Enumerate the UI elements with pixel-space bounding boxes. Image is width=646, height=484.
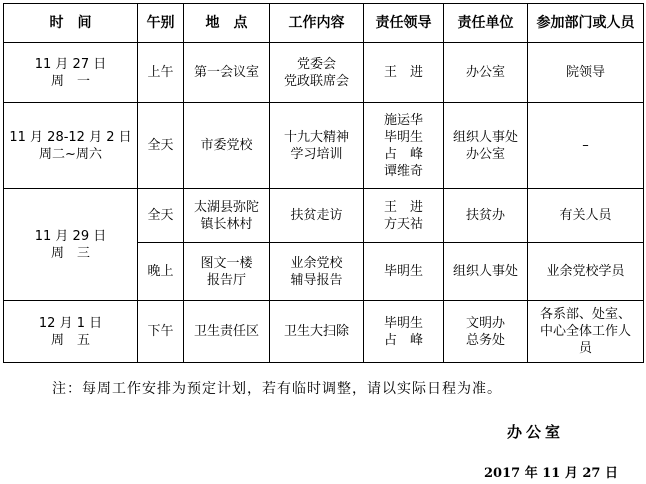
participants-line: 业余党校学员 — [546, 264, 625, 279]
leader-line: 谭维奇 — [383, 163, 423, 179]
time-date: 11 月 28-12 月 2 日 — [9, 129, 132, 145]
content-cell — [270, 43, 364, 103]
time-weekday: 周 一 — [50, 73, 90, 89]
unit-line: 办公室 — [465, 146, 505, 162]
place-cell — [184, 43, 270, 103]
table-row — [4, 301, 644, 363]
unit-cell — [444, 43, 528, 103]
content-line: 党政联席会 — [283, 73, 349, 89]
unit-cell — [444, 103, 528, 189]
place-cell — [184, 103, 270, 189]
content-line: 十九大精神 — [283, 129, 349, 145]
time-date: 11 月 27 日 — [34, 56, 107, 72]
period-cell: 上午 — [138, 43, 184, 103]
content-line: 党委会 — [296, 56, 336, 72]
unit-line: 办公室 — [465, 65, 505, 80]
leader-line: 毕明生 — [383, 129, 423, 145]
header-unit: 责任单位 — [444, 4, 528, 43]
unit-line: 组织人事处 — [452, 129, 518, 145]
place-cell — [184, 189, 270, 243]
leader-line: 方天祜 — [383, 216, 423, 232]
participants-line: 有关人员 — [559, 208, 612, 223]
leader-cell — [364, 243, 444, 301]
leader-line: 占 峰 — [383, 332, 423, 348]
place-line: 镇长林村 — [200, 216, 253, 232]
unit-cell — [444, 189, 528, 243]
unit-cell — [444, 243, 528, 301]
header-content: 工作内容 — [270, 4, 364, 43]
leader-line: 王 进 — [383, 199, 423, 215]
content-line: 业余党校 — [290, 255, 343, 271]
place-line: 报告厅 — [206, 272, 246, 288]
time-weekday: 周二~周六 — [39, 146, 102, 162]
leader-cell — [364, 43, 444, 103]
time-cell — [4, 43, 138, 103]
header-time: 时 间 — [4, 4, 138, 43]
leader-line: 占 峰 — [383, 146, 423, 162]
participants-cell — [528, 301, 644, 363]
time-cell — [4, 189, 138, 301]
place-line: 太湖县弥陀 — [193, 199, 259, 215]
content-cell — [270, 301, 364, 363]
time-weekday: 周 三 — [50, 245, 90, 261]
place-cell — [184, 301, 270, 363]
unit-cell — [444, 301, 528, 363]
content-cell — [270, 243, 364, 301]
unit-line: 组织人事处 — [452, 264, 518, 279]
leader-line: 施运华 — [383, 112, 423, 128]
leader-cell — [364, 301, 444, 363]
leader-line: 毕明生 — [383, 315, 423, 331]
participants-line: – — [582, 138, 589, 153]
period-cell: 晚上 — [138, 243, 184, 301]
time-date: 12 月 1 日 — [38, 315, 103, 331]
place-line: 第一会议室 — [193, 65, 259, 80]
participants-line: 员 — [578, 341, 592, 356]
content-cell — [270, 189, 364, 243]
table-row — [4, 103, 644, 189]
unit-line: 扶贫办 — [465, 208, 505, 223]
issuing-office: 办公室 — [507, 423, 565, 441]
weekly-schedule-table — [3, 3, 644, 363]
place-line: 图文一楼 — [200, 255, 253, 271]
period-cell: 全天 — [138, 103, 184, 189]
leader-line: 王 进 — [383, 65, 423, 80]
place-cell — [184, 243, 270, 301]
content-line: 学习培训 — [290, 146, 343, 162]
time-weekday: 周 五 — [50, 332, 90, 348]
period-cell: 全天 — [138, 189, 184, 243]
leader-line: 毕明生 — [383, 264, 423, 279]
unit-line: 文明办 — [465, 315, 505, 331]
header-participants: 参加部门或人员 — [528, 4, 644, 43]
table-row — [4, 43, 644, 103]
header-leader: 责任领导 — [364, 4, 444, 43]
time-cell — [4, 301, 138, 363]
participants-cell — [528, 189, 644, 243]
schedule-note: 注：每周工作安排为预定计划，若有临时调整，请以实际日程为准。 — [52, 381, 502, 397]
place-line: 卫生责任区 — [193, 324, 259, 339]
participants-line: 院领导 — [565, 65, 605, 80]
table-row — [4, 189, 644, 243]
leader-cell — [364, 103, 444, 189]
content-line: 扶贫走访 — [290, 208, 343, 223]
header-row — [4, 4, 644, 43]
participants-line: 中心全体工作人 — [539, 324, 631, 339]
header-period: 午别 — [138, 4, 184, 43]
time-cell — [4, 103, 138, 189]
content-line: 辅导报告 — [290, 272, 343, 288]
content-cell — [270, 103, 364, 189]
time-date: 11 月 29 日 — [34, 228, 107, 244]
unit-line: 总务处 — [465, 332, 505, 348]
header-place: 地 点 — [184, 4, 270, 43]
period-cell: 下午 — [138, 301, 184, 363]
participants-cell — [528, 103, 644, 189]
participants-cell — [528, 43, 644, 103]
content-line: 卫生大扫除 — [283, 324, 349, 339]
place-line: 市委党校 — [200, 138, 253, 153]
leader-cell — [364, 189, 444, 243]
participants-cell — [528, 243, 644, 301]
participants-line: 各系部、处室、 — [539, 307, 631, 322]
issue-date: 2017 年 11 月 27 日 — [484, 466, 618, 481]
